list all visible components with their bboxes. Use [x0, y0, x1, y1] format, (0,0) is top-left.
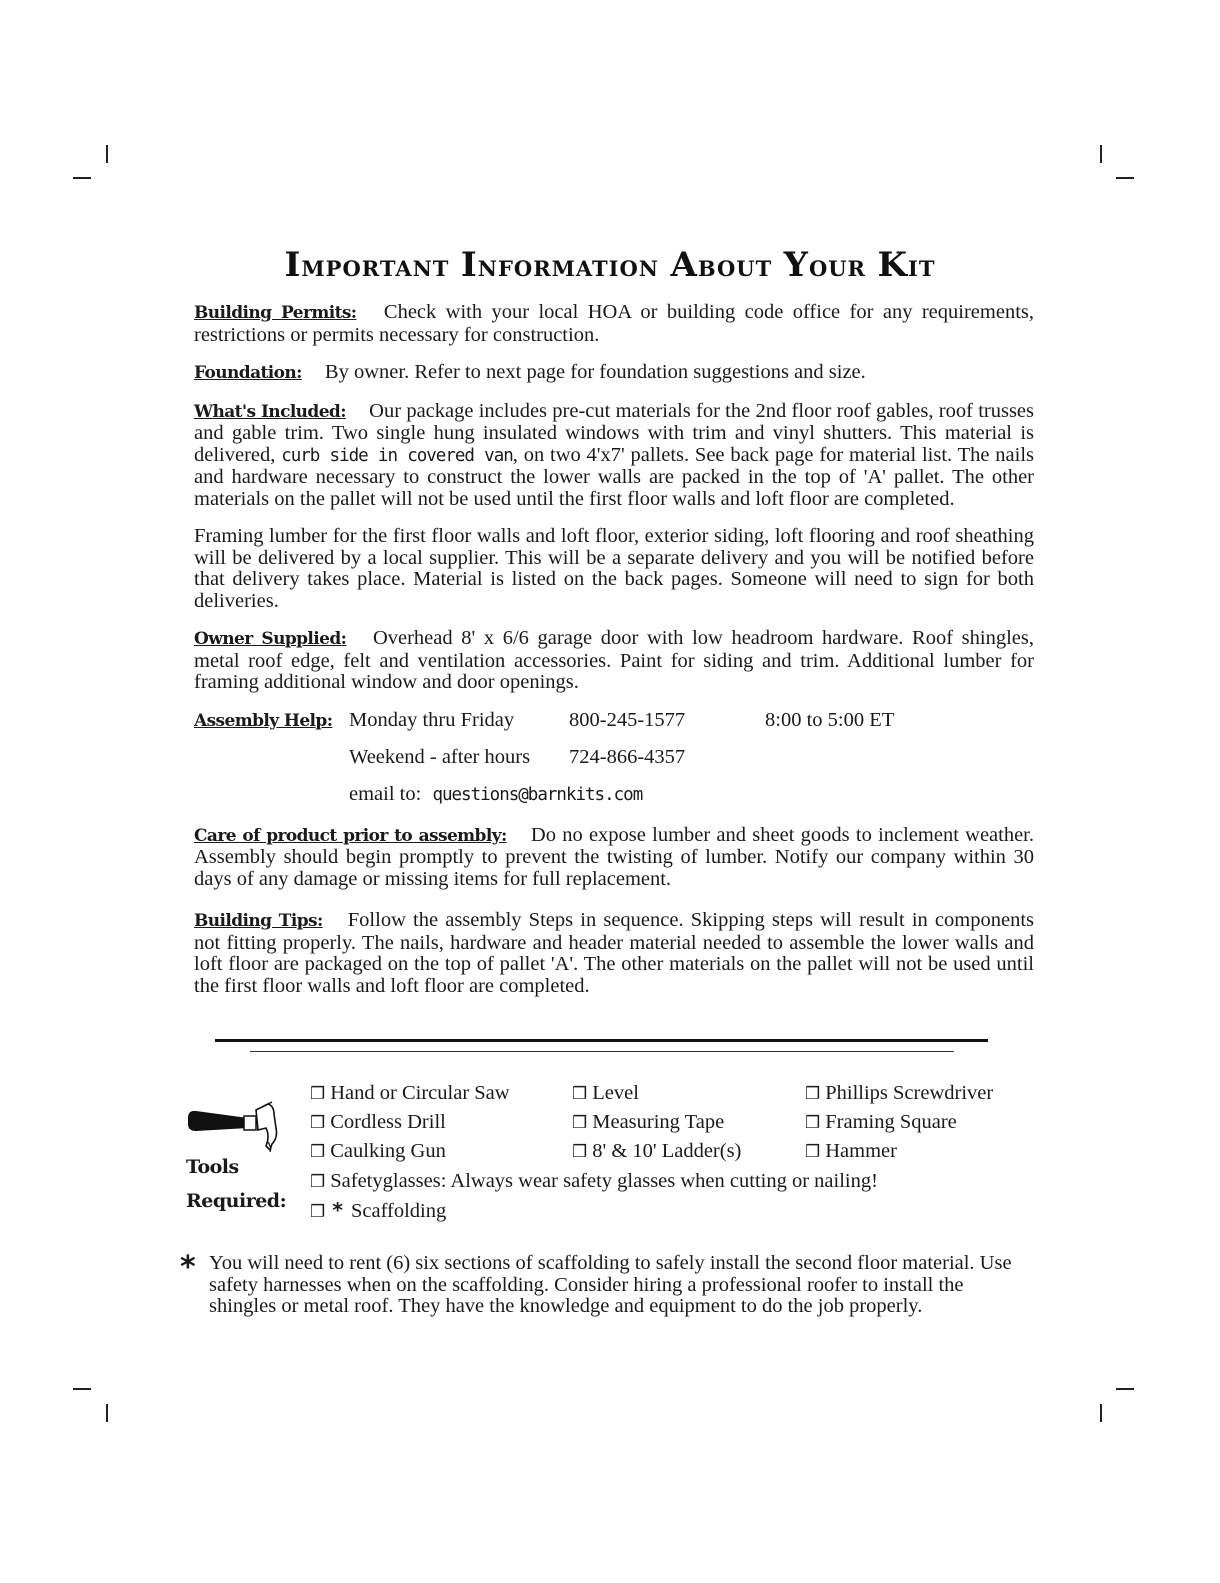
- tool-label: Level: [592, 1082, 639, 1104]
- foundation-label: Foundation:: [194, 363, 302, 383]
- assembly-help-row: [194, 784, 1034, 821]
- title-initial: A: [670, 245, 698, 285]
- tool-item[interactable]: [572, 1079, 805, 1108]
- checkbox-icon[interactable]: ❒: [572, 1142, 588, 1162]
- care-section: [194, 825, 1034, 891]
- title-word: our: [808, 249, 866, 284]
- divider: [250, 1051, 954, 1052]
- checkbox-icon[interactable]: ❒: [310, 1202, 326, 1222]
- title-word: it: [908, 249, 936, 284]
- tool-label: Framing Square: [825, 1111, 957, 1133]
- whats-included-section: [194, 401, 1034, 511]
- tool-item[interactable]: [572, 1108, 805, 1137]
- tool-item[interactable]: [805, 1137, 1050, 1166]
- tool-label: Phillips Screwdriver: [825, 1082, 994, 1104]
- tools-checklist: [310, 1079, 1050, 1166]
- email-link[interactable]: questions@barnkits.com: [432, 784, 643, 805]
- checkbox-icon[interactable]: ❒: [805, 1113, 821, 1133]
- whats-included-text-cont: , on two 4'x7' pallets. See back page for material list. The nails and hardware necessary to construct the lower walls are packed in the top of 'A' pallet. The other materials on the pallet will not be used until the first floor walls and loft floor are completed.: [194, 443, 1034, 510]
- framing-lumber-text: Framing lumber for the first floor walls and loft floor, exterior siding, loft flooring and roof sheathing will be delivered by a local supplier. This will be a separate delivery and you will be notified before that delivery takes place. Material is listed on the back pages. Someone will need to sign for both deliveries.: [194, 525, 1034, 612]
- tool-item-safety[interactable]: [310, 1167, 878, 1196]
- tool-item[interactable]: [310, 1079, 572, 1108]
- delivery-method: curb side in covered van: [281, 445, 513, 466]
- checkbox-icon[interactable]: ❒: [805, 1142, 821, 1162]
- asterisk-icon: *: [332, 1198, 343, 1222]
- checkbox-icon[interactable]: ❒: [572, 1084, 588, 1104]
- tools-label-line: Required:: [186, 1190, 287, 1212]
- whats-included-label: What's Included:: [194, 401, 346, 422]
- building-tips-section: [194, 910, 1034, 997]
- foundation-section: [194, 362, 1034, 385]
- title-word: bout: [697, 249, 773, 284]
- crop-mark: [1116, 177, 1134, 179]
- asterisk-icon: *: [180, 1250, 196, 1285]
- building-permits-section: [194, 302, 1034, 346]
- tools-required-label: [186, 1150, 286, 1218]
- whats-included-text: Our package includes pre-cut materials for the 2nd floor roof gables, roof trusses and gable trim. Two single hung insulated windows with trim and vinyl shutters. This material is delivered,: [194, 399, 1034, 466]
- title-initial: K: [877, 245, 909, 285]
- crop-mark: [106, 145, 108, 163]
- assembly-help-row: [194, 710, 1034, 747]
- checkbox-icon[interactable]: ❒: [572, 1113, 588, 1133]
- care-text: Do no expose lumber and sheet goods to inclement weather. Assembly should begin promptly to prevent the twisting of lumber. Notify our company within 30 days of any damage or missing items for full replacement.: [194, 823, 1035, 890]
- tool-item-scaffolding[interactable]: [310, 1196, 446, 1226]
- tool-label: Hammer: [825, 1140, 897, 1162]
- tool-label: Measuring Tape: [592, 1111, 725, 1133]
- title-initial: I: [284, 245, 302, 285]
- weekend-label: Weekend - after hours: [349, 745, 531, 768]
- tool-item[interactable]: [805, 1108, 1050, 1137]
- tool-label: Cordless Drill: [330, 1111, 446, 1133]
- owner-supplied-text: Overhead 8' x 6/6 garage door with low headroom hardware. Roof shingles, metal roof edge, felt and ventilation accessories. Paint for siding and trim. Additional lumber for framing additional window and door openings.: [194, 627, 1035, 693]
- tools-label-line: Tools: [186, 1156, 239, 1178]
- hammer-icon: [186, 1098, 280, 1154]
- building-permits-label: Building Permits:: [194, 303, 357, 323]
- tool-item[interactable]: [310, 1137, 572, 1166]
- email-label: email to:: [349, 782, 422, 805]
- tool-label: Scaffolding: [350, 1200, 447, 1222]
- weekday-hours: 8:00 to 5:00 ET: [765, 708, 895, 731]
- info-body: [194, 302, 1034, 1013]
- crop-mark: [73, 177, 91, 179]
- framing-lumber-section: [194, 526, 1034, 612]
- owner-supplied-section: [194, 628, 1034, 694]
- assembly-help-section: [194, 710, 1034, 821]
- checkbox-icon[interactable]: ❒: [310, 1084, 326, 1104]
- assembly-help-row: [194, 747, 1034, 784]
- building-tips-label: Building Tips:: [194, 911, 323, 931]
- crop-mark: [106, 1404, 108, 1422]
- building-permits-text: Check with your local HOA or building code office for any requirements, restrictions or permits necessary for construction.: [194, 301, 1034, 346]
- tool-item[interactable]: [310, 1108, 572, 1137]
- title-initial: Y: [783, 245, 809, 285]
- page-title: [0, 245, 1220, 285]
- scaffolding-note: You will need to rent (6) six sections of scaffolding to safely install the second floor material. Use safety harnesses when on the scaffolding. Consider hiring a professional roofer to install the shingles or metal roof. They have the knowledge and equipment to do the job properly.: [209, 1252, 1012, 1317]
- weekday-label: Monday thru Friday: [349, 708, 515, 731]
- title-initial: I: [460, 245, 478, 285]
- weekday-phone[interactable]: 800-245-1577: [569, 708, 686, 731]
- tool-item[interactable]: [805, 1079, 1050, 1108]
- crop-mark: [1116, 1388, 1134, 1390]
- checkbox-icon[interactable]: ❒: [805, 1084, 821, 1104]
- tool-label: Safetyglasses: Always wear safety glasses when cutting or nailing!: [330, 1170, 878, 1192]
- building-tips-text: Follow the assembly Steps in sequence. Skipping steps will result in components not fitting properly. The nails, hardware and header material needed to assemble the lower walls and loft floor are packaged on the top of pallet 'A'. The other materials on the pallet will not be used until the first floor walls and loft floor are completed.: [194, 909, 1034, 997]
- tool-item[interactable]: [572, 1137, 805, 1166]
- divider: [215, 1039, 988, 1042]
- crop-mark: [1100, 1404, 1102, 1422]
- tool-label: Caulking Gun: [330, 1140, 446, 1162]
- weekend-phone[interactable]: 724-866-4357: [569, 745, 686, 768]
- checkbox-icon[interactable]: ❒: [310, 1142, 326, 1162]
- crop-mark: [1100, 145, 1102, 163]
- title-word: mportant: [301, 249, 450, 284]
- crop-mark: [73, 1388, 91, 1390]
- checkbox-icon[interactable]: ❒: [310, 1172, 326, 1192]
- care-label: Care of product prior to assembly:: [194, 825, 507, 846]
- tool-label: 8' & 10' Ladder(s): [592, 1140, 742, 1162]
- owner-supplied-label: Owner Supplied:: [194, 629, 347, 649]
- tool-label: Hand or Circular Saw: [330, 1082, 510, 1104]
- foundation-text: By owner. Refer to next page for foundation suggestions and size.: [324, 361, 866, 383]
- assembly-help-label: Assembly Help:: [194, 710, 333, 731]
- title-word: nformation: [477, 249, 659, 284]
- checkbox-icon[interactable]: ❒: [310, 1113, 326, 1133]
